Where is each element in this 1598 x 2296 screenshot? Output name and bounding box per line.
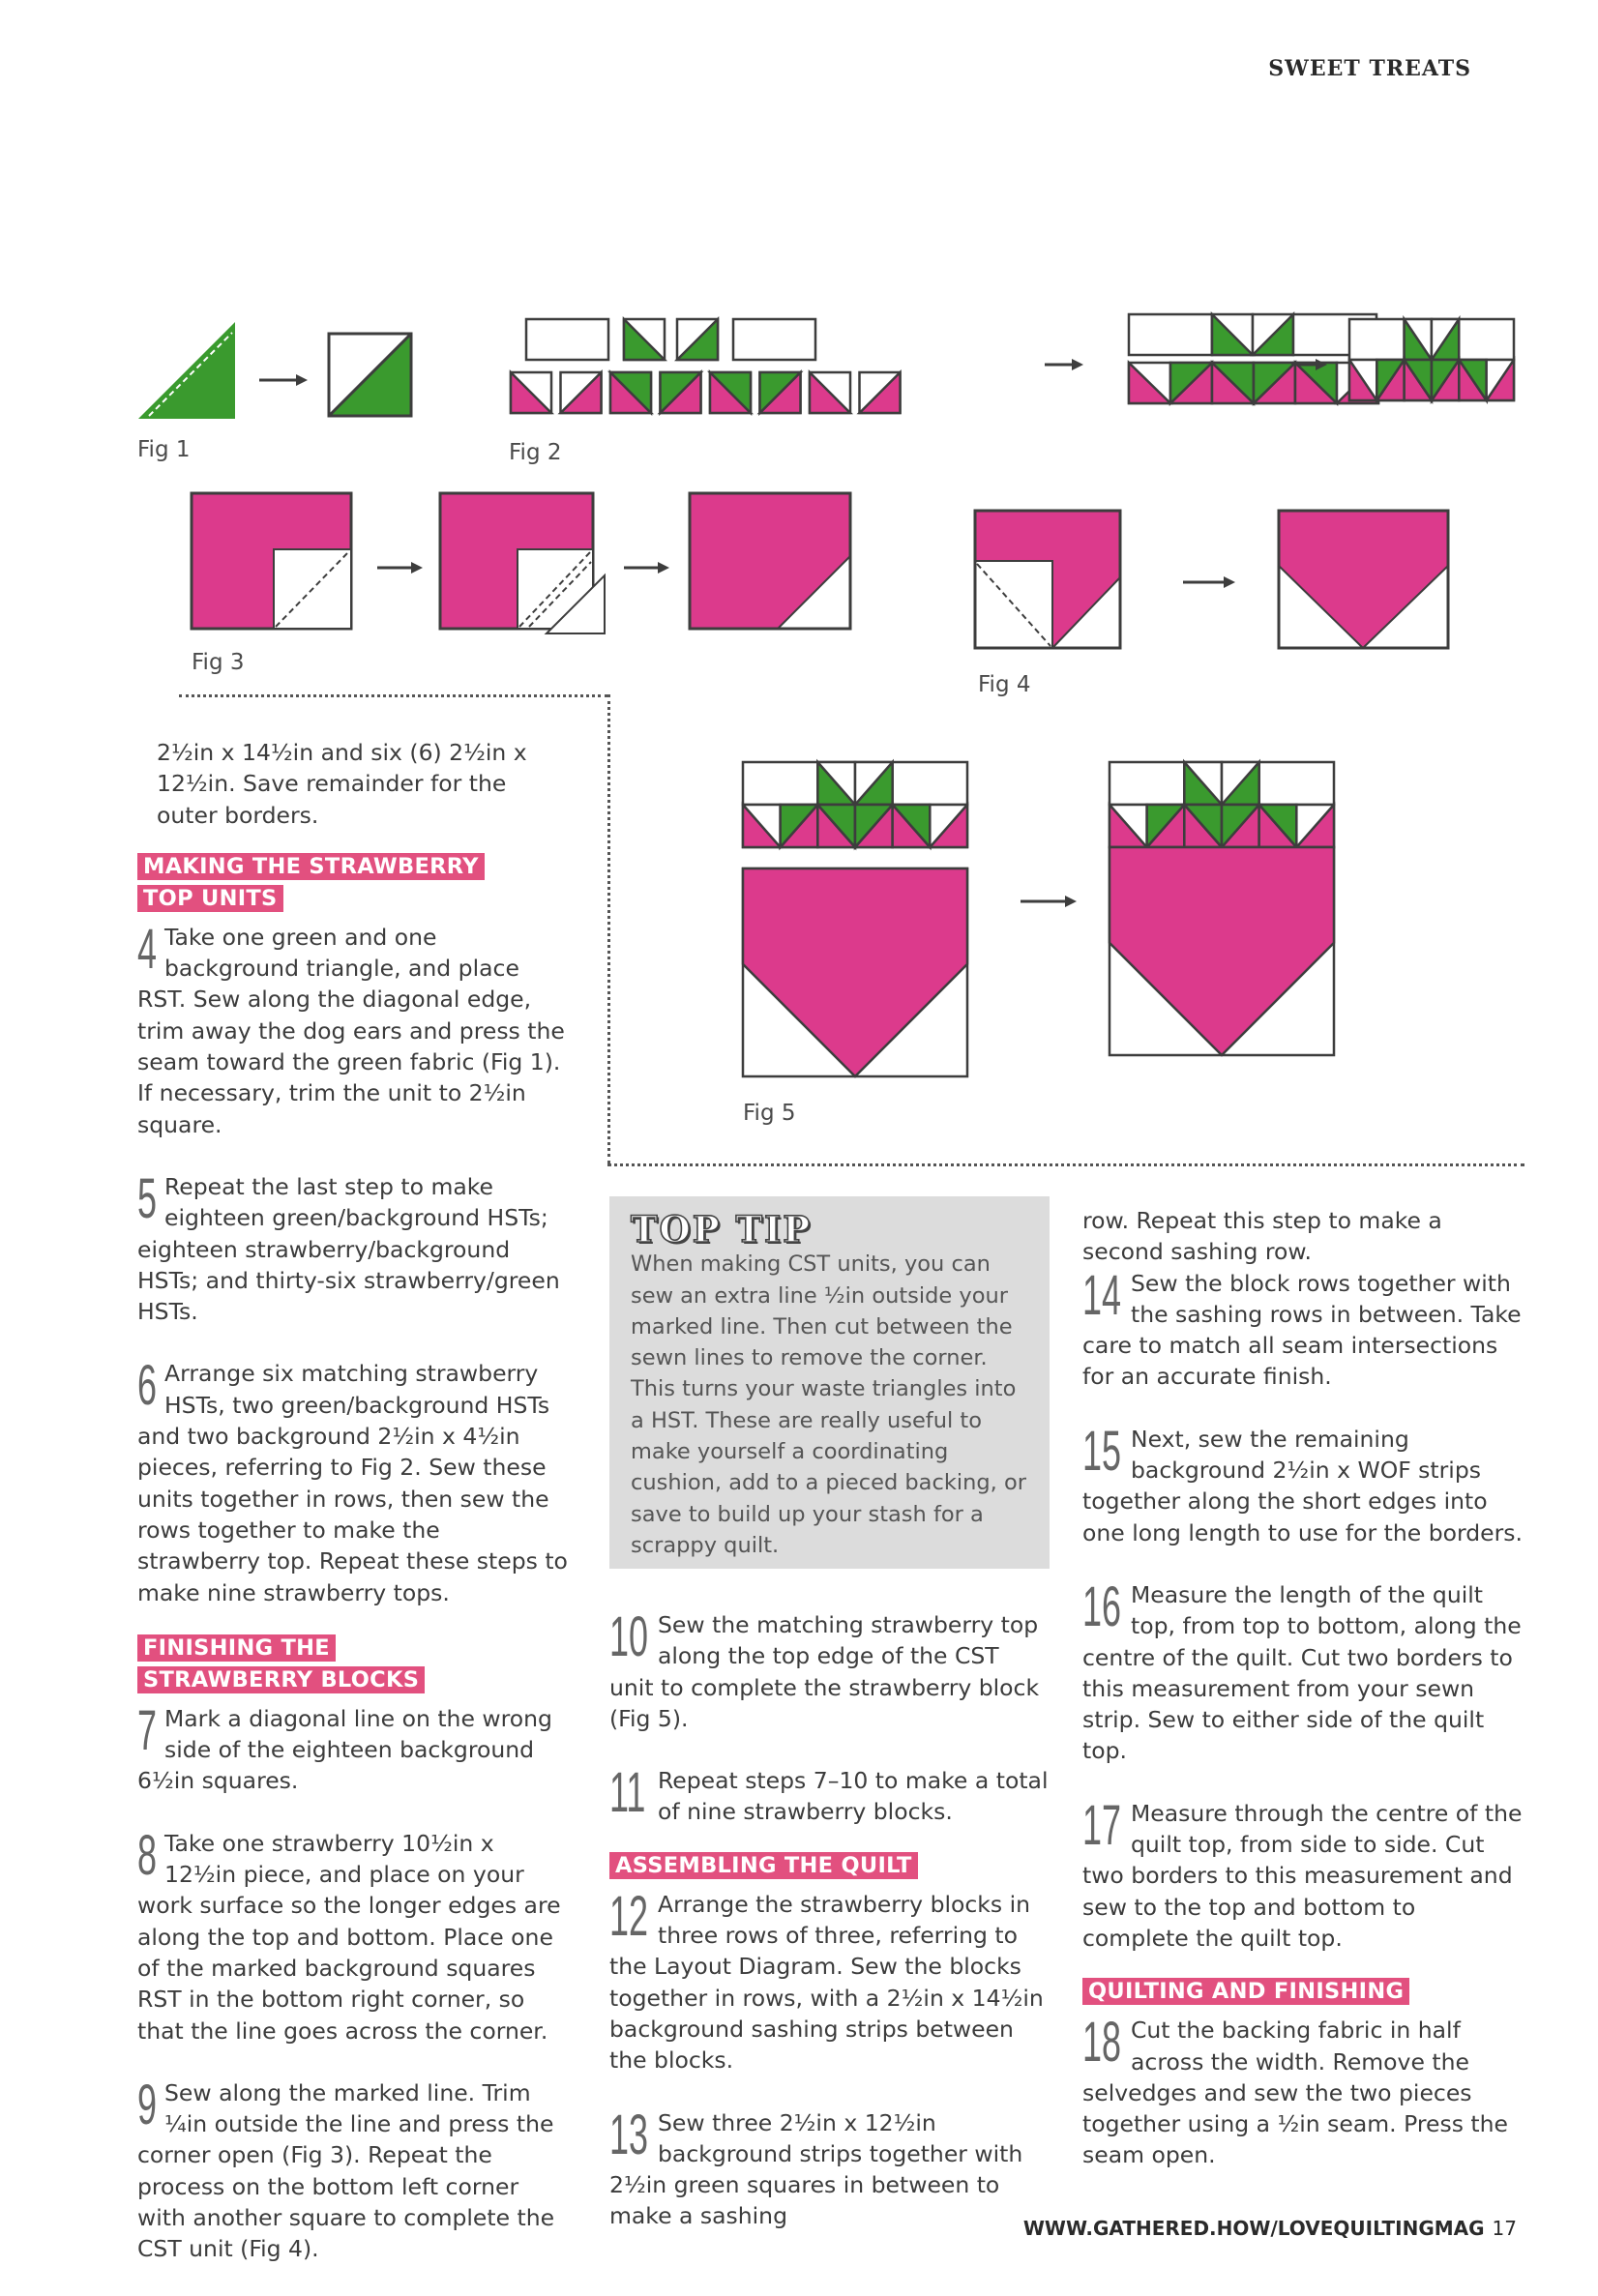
fig2-bg-right: [733, 319, 815, 360]
fig1-label: Fig 1: [137, 437, 191, 462]
divider-bottom: [607, 1163, 1524, 1166]
heading-strawberry-top: MAKING THE STRAWBERRY TOP UNITS: [137, 850, 486, 914]
fig2-diagram: [503, 314, 1528, 426]
fig1-green-triangle: [138, 322, 235, 419]
heading-assembling: ASSEMBLING THE QUILT: [609, 1849, 958, 1881]
fig5-diagram: [740, 759, 1378, 1083]
continued-text: row. Repeat this step to make a second sashing row.: [1082, 1207, 1442, 1266]
fig4-label: Fig 4: [978, 672, 1031, 697]
step-13: 13 Sew three 2½in x 12½in background strips together with 2½in green squares in between to make a sashing: [609, 2103, 1023, 2230]
fig2-bg-left: [526, 319, 608, 360]
top-tip-box: [609, 1196, 1050, 1569]
fig1-diagram: [135, 319, 426, 426]
step-12: 12 Arrange the strawberry blocks in three rows of three, referring to the Layout Diagram. Sew the blocks together in rows, with a 2½in x 14½in background sashing strips between the blocks.: [609, 1884, 1044, 2075]
top-tip-text: When making CST units, you can sew an extra line ½in outside your marked line. Then cut between the sewn lines to remove the corner. This turns your waste triangles into a HST. These are really useful to make yourself a coordinating cushion, add to a pieced backing, or save to build up your stash for a scrappy quilt.: [631, 1251, 1026, 1558]
footer-url[interactable]: WWW.GATHERED.HOW/LOVEQUILTINGMAG 17: [1022, 2217, 1517, 2240]
fig3-label: Fig 3: [192, 650, 245, 675]
column-2: [609, 1605, 1050, 2263]
intro-text: 2½in x 14½in and six (6) 2½in x 12½in. Save remainder for the outer borders.: [157, 739, 527, 829]
fig2-joined1-bg-left: [1129, 314, 1212, 355]
top-tip-title: TOP TIP: [631, 1208, 813, 1251]
step-11: 11 Repeat steps 7–10 to make a total of nine strawberry blocks.: [609, 1761, 1049, 1826]
step-17: 17 Measure through the centre of the quilt top, from side to side. Cut two borders to this measurement and sew to the top and bottom to complete the quilt top.: [1082, 1793, 1523, 1952]
step-8: 8 Take one strawberry 10½in x 12½in piece, and place on your work surface so the longer edges are along the top and bottom. Place one of the marked background squares RST in the bottom right corner, so that the line goes across the corner.: [137, 1823, 561, 2045]
fig2-label: Fig 2: [509, 440, 562, 465]
step-18: 18 Cut the backing fabric in half across the width. Remove the selvedges and sew the two pieces together using a ½in seam. Press the seam open.: [1082, 2011, 1508, 2169]
divider-top: [179, 694, 607, 697]
column-3: [1082, 1205, 1523, 2202]
fig4-diagram: [972, 508, 1456, 653]
step-15: 15 Next, sew the remaining background 2½in x WOF strips together along the short edges into one long length to use for the borders.: [1082, 1419, 1524, 1546]
fig3-result: [687, 488, 861, 643]
step-4: 4 Take one green and one background triangle, and place RST. Sew along the diagonal edge, trim away the dog ears and press the seam toward the green fabric (Fig 1). If necessary, trim the unit to 2½in square.: [137, 917, 565, 1138]
step-9: 9 Sew along the marked line. Trim ¼in outside the line and press the corner open (Fig 3). Repeat the process on the bottom left corner with another square to complete the CST unit (Fig 4).: [137, 2073, 555, 2263]
fig5-label: Fig 5: [743, 1101, 796, 1126]
page-number: 17: [1492, 2217, 1517, 2240]
step-10: 10 Sew the matching strawberry top along the top edge of the CST unit to complete the strawberry block (Fig 5).: [609, 1605, 1040, 1732]
divider-vertical: [607, 694, 610, 1163]
fig1-arrow-head: [296, 374, 308, 386]
step-14: 14 Sew the block rows together with the sashing rows in between. Take care to match all seam intersections for an accurate finish.: [1082, 1263, 1522, 1391]
heading-finishing-blocks: FINISHING THE STRAWBERRY BLOCKS: [137, 1632, 486, 1695]
fig5-arrow-head: [1065, 896, 1077, 907]
heading-quilting: QUILTING AND FINISHING: [1082, 1975, 1431, 2007]
section-title: SWEET TREATS: [1268, 56, 1471, 81]
step-7: 7 Mark a diagonal line on the wrong side of the eighteen background 6½in squares.: [137, 1698, 552, 1795]
fig3-diagram: [189, 488, 692, 643]
fig2-arrow-1-head: [1072, 359, 1083, 370]
step-6: 6 Arrange six matching strawberry HSTs, two green/background HSTs and two background 2½in x 4½in pieces, referring to Fig 2. Sew these units together in rows, then sew the rows together to make the strawberry top. Repeat these steps to make nine strawberry tops.: [137, 1354, 568, 1606]
column-1: [137, 737, 568, 2296]
step-16: 16 Measure the length of the quilt top, from top to bottom, along the centre of the quilt. Cut two borders to this measurement from your sewn strip. Sew to either side of the quilt top.: [1082, 1575, 1522, 1765]
step-5: 5 Repeat the last step to make eighteen green/background HSTs; eighteen strawberry/background HSTs; and thirty-six strawberry/green HSTs.: [137, 1166, 560, 1326]
